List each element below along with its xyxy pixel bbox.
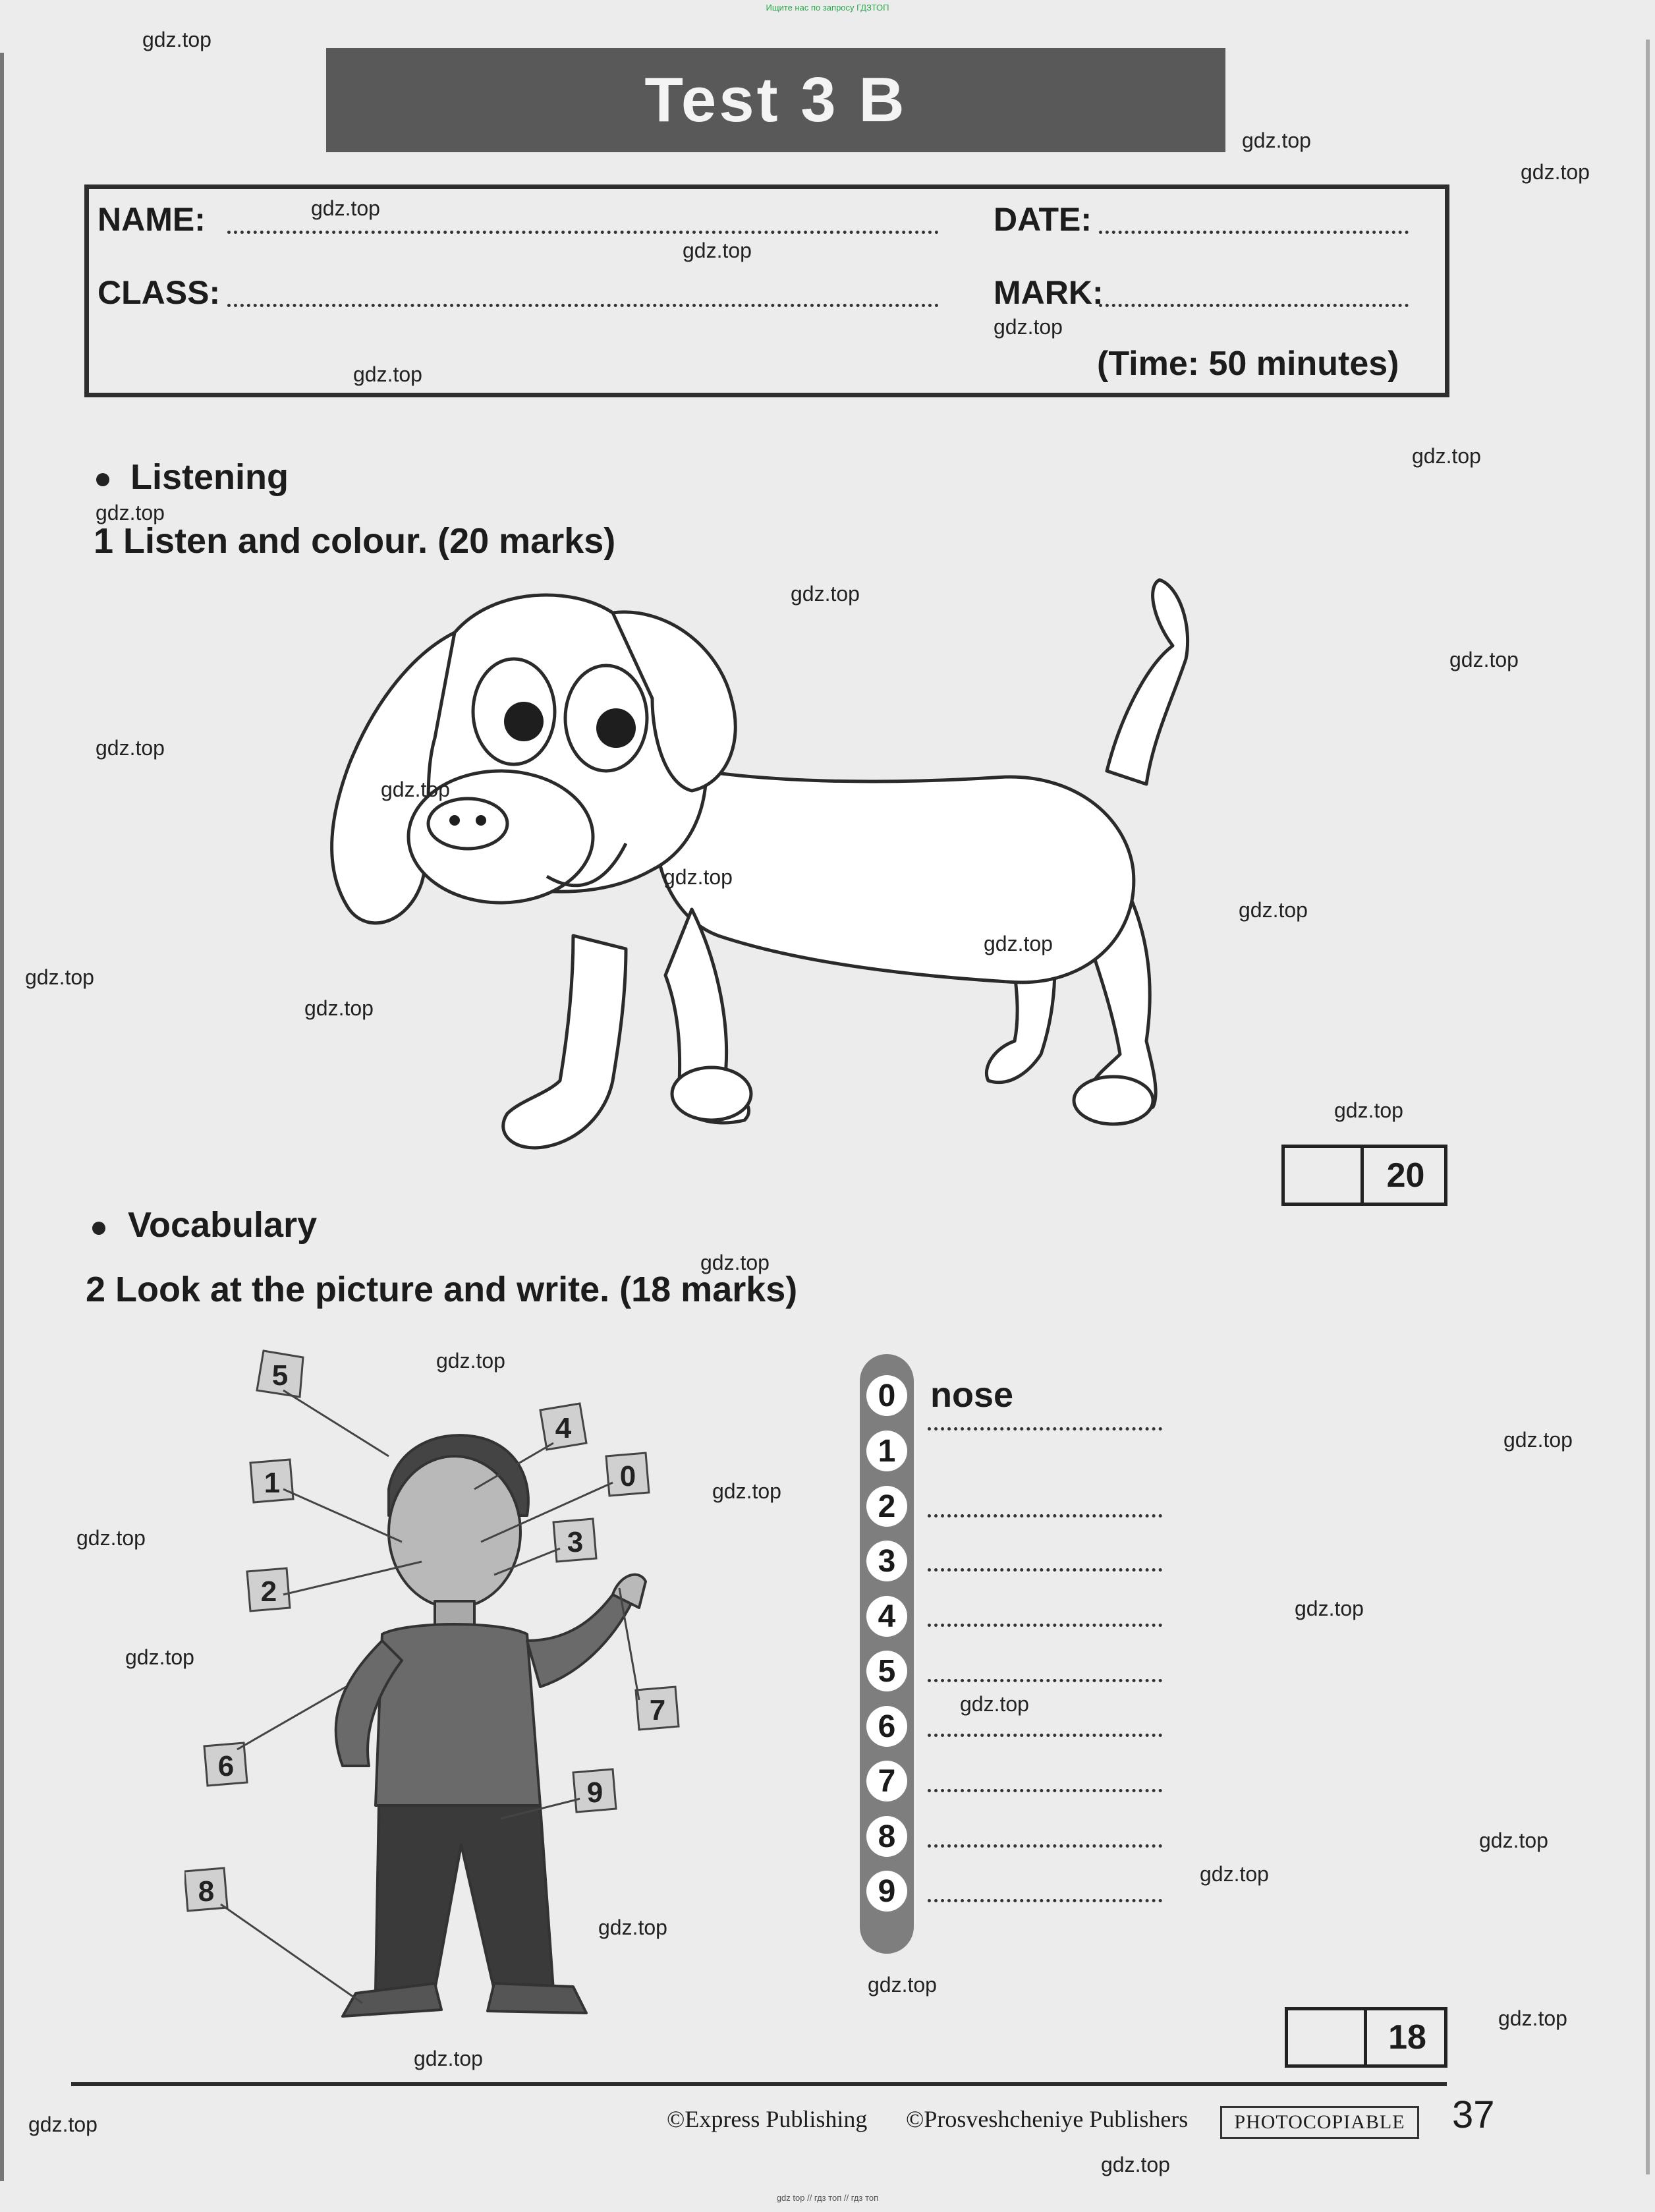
class-label: CLASS: <box>98 274 221 311</box>
watermark: gdz.top <box>304 996 374 1020</box>
watermark: gdz.top <box>960 1692 1029 1716</box>
name-label: NAME: <box>98 201 206 238</box>
bullet-icon <box>96 473 109 486</box>
footer-divider <box>71 2082 1447 2086</box>
time-limit: (Time: 50 minutes) <box>1097 345 1399 383</box>
watermark: gdz.top <box>1334 1098 1403 1122</box>
watermark: gdz.top <box>1101 2153 1170 2176</box>
task-1-instruction: 1 Listen and colour. (20 marks) <box>94 521 616 561</box>
task-2-instruction: 2 Look at the picture and write. (18 marks) <box>86 1270 798 1309</box>
dog-nose <box>428 799 507 849</box>
score-box-2-blank[interactable] <box>1285 2007 1367 2068</box>
example-answer: nose <box>930 1375 1014 1415</box>
watermark: gdz.top <box>1239 898 1308 922</box>
watermark: gdz.top <box>598 1915 667 1939</box>
watermark: gdz.top <box>868 1973 937 1997</box>
item-number-1: 1 <box>866 1431 907 1471</box>
item-number-2: 2 <box>866 1486 907 1527</box>
callout-number: 6 <box>217 1750 235 1782</box>
watermark: gdz.top <box>96 501 165 525</box>
section-listening-heading: Listening <box>130 457 289 497</box>
watermark: gdz.top <box>1498 2006 1567 2030</box>
dog-pupil-right <box>596 708 636 748</box>
watermark: gdz.top <box>436 1349 505 1373</box>
callout-number: 7 <box>649 1694 666 1726</box>
publisher-prosveshcheniye: ©Prosveshcheniye Publishers <box>906 2106 1189 2132</box>
score-total-2: 18 <box>1388 2018 1426 2056</box>
item-number-5: 5 <box>866 1651 907 1691</box>
watermark: gdz.top <box>1449 648 1519 671</box>
mark-label: MARK: <box>994 274 1104 311</box>
class-field[interactable] <box>227 304 939 307</box>
page-edge-right <box>1646 40 1650 2174</box>
watermark: gdz.top <box>414 2047 483 2070</box>
watermark: gdz.top <box>125 1645 194 1669</box>
watermark: gdz.top <box>712 1479 781 1503</box>
photocopiable-badge: PHOTOCOPIABLE <box>1220 2106 1419 2139</box>
watermark: gdz.top <box>76 1526 146 1550</box>
watermark: gdz.top <box>663 865 733 889</box>
item-number-6: 6 <box>866 1706 907 1747</box>
watermark: gdz.top <box>96 736 165 760</box>
callout-number: 1 <box>264 1467 281 1499</box>
callout-number: 3 <box>567 1526 584 1558</box>
boy-shoe-right <box>488 1983 586 2013</box>
score-box-1-blank[interactable] <box>1281 1145 1364 1206</box>
answer-line-6[interactable] <box>928 1734 1162 1737</box>
watermark: gdz.top <box>1242 128 1311 152</box>
callout-number: 2 <box>260 1575 277 1608</box>
watermark: gdz.top <box>994 315 1063 339</box>
page-number: 37 <box>1452 2093 1495 2136</box>
watermark: gdz.top <box>1503 1428 1573 1452</box>
item-number-4: 4 <box>866 1596 907 1637</box>
watermark: gdz.top <box>1479 1829 1548 1852</box>
item-number-8: 8 <box>866 1816 907 1857</box>
dog-front-leg-2 <box>503 936 626 1148</box>
watermark: gdz.top <box>311 196 380 220</box>
bullet-icon <box>92 1222 105 1235</box>
watermark: gdz.top <box>1200 1862 1269 1886</box>
bottom-note: gdz top // гдз топ // гдз топ <box>776 2193 879 2203</box>
answer-line-8[interactable] <box>928 1844 1162 1848</box>
dog-pupil-left <box>504 702 544 741</box>
watermark: gdz.top <box>1412 444 1481 468</box>
answer-line-7[interactable] <box>928 1789 1162 1792</box>
test-title: Test 3 B <box>326 48 1225 152</box>
watermark: gdz.top <box>984 932 1053 955</box>
answer-line-3[interactable] <box>928 1568 1162 1572</box>
publisher-express: ©Express Publishing <box>667 2106 868 2132</box>
item-number-7: 7 <box>866 1761 907 1801</box>
item-number-9: 9 <box>866 1871 907 1912</box>
watermark: gdz.top <box>28 2113 98 2136</box>
watermark: gdz.top <box>700 1251 770 1274</box>
date-label: DATE: <box>994 201 1092 238</box>
answer-line-5[interactable] <box>928 1679 1162 1682</box>
answer-line-4[interactable] <box>928 1624 1162 1627</box>
top-note: Ищите нас по запросу ГДЗТОП <box>766 3 889 13</box>
watermark: gdz.top <box>683 239 752 262</box>
dog-drawing[interactable] <box>296 567 1206 1160</box>
answer-line-1[interactable] <box>928 1427 1162 1431</box>
answer-line-9[interactable] <box>928 1899 1162 1902</box>
callout-number: 5 <box>271 1359 289 1392</box>
section-vocabulary-heading: Vocabulary <box>128 1205 318 1245</box>
answer-line-2[interactable] <box>928 1514 1162 1517</box>
callout-number: 0 <box>619 1460 636 1492</box>
date-field[interactable] <box>1099 231 1409 234</box>
score-total-1: 20 <box>1386 1156 1425 1195</box>
watermark: gdz.top <box>142 28 211 51</box>
dog-paw <box>672 1067 751 1120</box>
callout-number: 9 <box>586 1776 603 1809</box>
watermark: gdz.top <box>381 778 450 801</box>
boy-picture <box>184 1344 777 2029</box>
watermark: gdz.top <box>353 362 422 386</box>
boy-trousers <box>376 1805 553 1990</box>
item-number-0: 0 <box>866 1375 907 1416</box>
boy-shirt <box>376 1624 540 1805</box>
watermark: gdz.top <box>25 965 94 989</box>
item-number-3: 3 <box>866 1541 907 1581</box>
watermark: gdz.top <box>1295 1597 1364 1620</box>
dog-tail <box>1107 580 1188 784</box>
boy-arm-right <box>527 1595 632 1687</box>
watermark: gdz.top <box>1521 160 1590 184</box>
mark-field[interactable] <box>1099 304 1409 307</box>
name-field[interactable] <box>227 231 939 234</box>
page-edge-left <box>0 53 4 2181</box>
callout-number: 8 <box>198 1875 215 1908</box>
callout-number: 4 <box>555 1412 572 1444</box>
dog-paw-back <box>1074 1077 1153 1124</box>
watermark: gdz.top <box>791 582 860 606</box>
